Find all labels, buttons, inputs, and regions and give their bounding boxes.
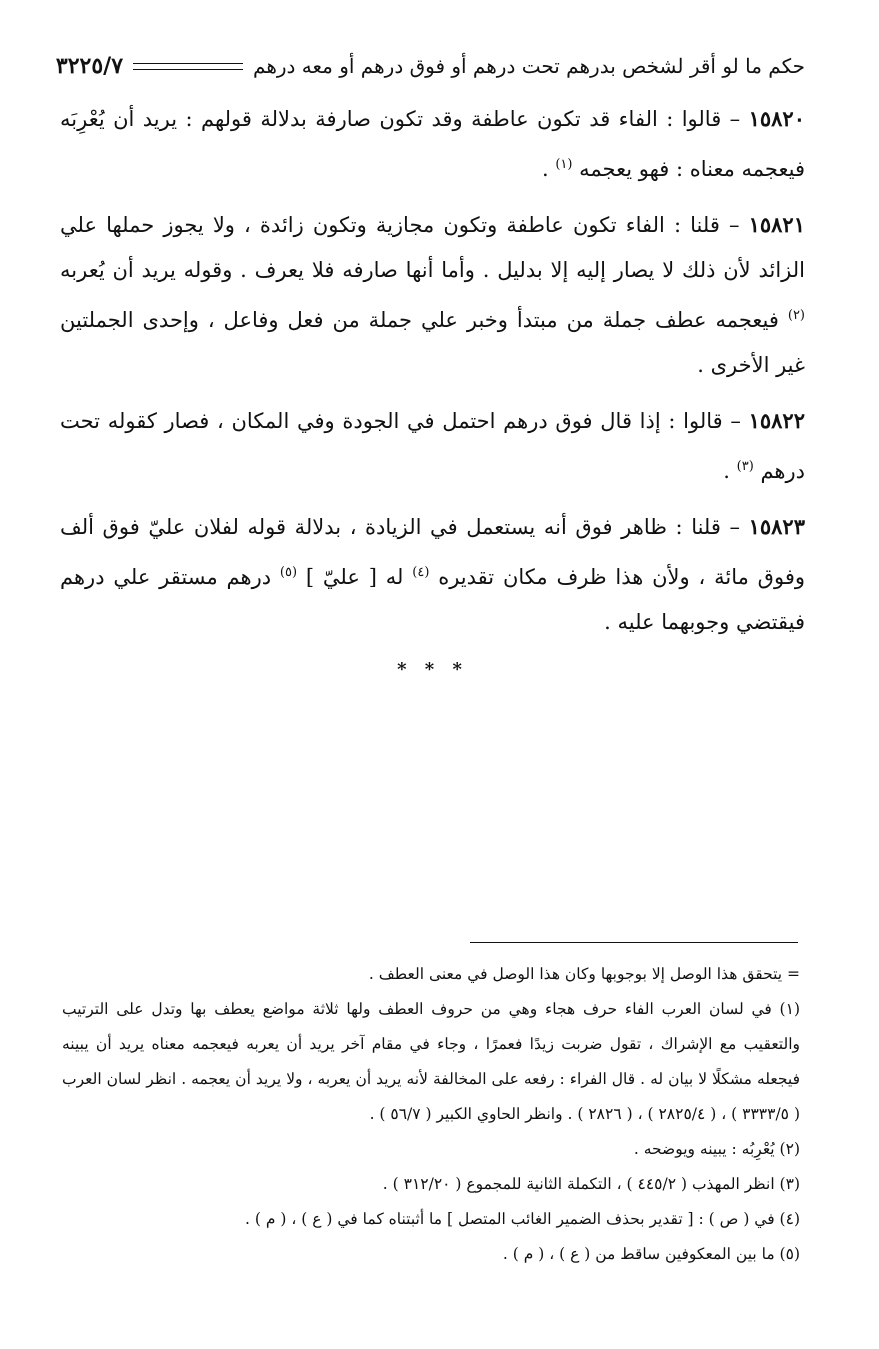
paragraph-number: ١٥٨٢١ bbox=[748, 212, 805, 237]
paragraph-tail: . bbox=[723, 459, 737, 483]
footnote-ref[interactable]: (٤) bbox=[412, 565, 430, 580]
footnote-5: (٥) ما بين المعكوفين ساقط من ( ع ) ، ( م ) . bbox=[502, 1245, 800, 1263]
footnote-2: (٢) يُعْرِبُه : يبينه ويوضحه . bbox=[633, 1140, 800, 1158]
page-number: ٣٢٢٥/٧ bbox=[55, 53, 124, 79]
paragraph-15820 bbox=[60, 96, 805, 192]
footnote-ref[interactable]: (٢) bbox=[787, 308, 805, 323]
footnotes bbox=[62, 957, 800, 1272]
footnote-ref[interactable]: (١) bbox=[555, 157, 573, 172]
section-separator: * * * bbox=[397, 659, 468, 680]
paragraph-15821 bbox=[60, 202, 805, 388]
running-header bbox=[55, 46, 805, 86]
footnote-1: (١) في لسان العرب الفاء حرف هجاء وهي من حروف العطف ولها ثلاثة مواضع يعطف بها وتدل على الترتيب والتعقيب مع الإشراك ، تقول ضربت زيدًا فعمرًا ، وجاء في مقام آخر يريد أن يعربه فيعجمه معناه يريد أن يبينه فيجعله مشكلًا لا بيان له . قال الفراء : رفعه على المخالفة لأنه يريد أن يعربه ، ولا يريد أن يعجمه . انظر لسان العرب ( ٣٣٣٣/٥ ) ، ( ٢٨٢٥/٤ ) ، ( ٢٨٢٦ ) . وانظر الحاوي الكبير ( ٥٦/٧ ) . bbox=[62, 1000, 800, 1123]
footnote-ref[interactable]: (٣) bbox=[736, 459, 754, 474]
paragraph-text: – قالوا : الفاء قد تكون عاطفة وقد تكون صارفة بدلالة قولهم : يريد أن يُعْرِبَه فيعجمه معناه : فهو يعجمه bbox=[60, 107, 805, 181]
header-title: حكم ما لو أقر لشخص بدرهم تحت درهم أو فوق درهم أو معه درهم bbox=[253, 54, 805, 78]
paragraph-text: – قلنا : ظاهر فوق أنه يستعمل في الزيادة ، بدلالة قوله لفلان عليّ فوق ألف وفوق مائة ، ولأن هذا ظرف مكان تقديره bbox=[60, 515, 806, 589]
paragraph-text: – قلنا : الفاء تكون عاطفة وتكون مجازية وتكون زائدة ، ولا يجوز حملها علي الزائد لأن ذلك لا يصار إليه إلا بدليل . وأما أنها صارفه فلا يعرف . وقوله يريد أن يُعربه bbox=[60, 213, 805, 282]
footnote-4: (٤) في ( ص ) : [ تقدير بحذف الضمير الغائب المتصل ] ما أثبتناه كما في ( ع ) ، ( م ) . bbox=[245, 1210, 800, 1228]
paragraph-tail: درهم مستقر علي درهم فيقتضي وجوبهما عليه . bbox=[60, 565, 805, 634]
footnote-continuation: = يتحقق هذا الوصل إلا بوجوبها وكان هذا الوصل في معنى العطف . bbox=[368, 965, 800, 983]
paragraph-number: ١٥٨٢٢ bbox=[748, 408, 805, 433]
paragraph-tail: فيعجمه عطف جملة من مبتدأ وخبر علي جملة من فعل وفاعل ، وإحدى الجملتين غير الأخرى . bbox=[60, 308, 805, 377]
header-left bbox=[56, 53, 253, 79]
header-rule bbox=[133, 63, 243, 70]
paragraph-tail: له [ عليّ ] bbox=[297, 565, 413, 589]
page-body bbox=[55, 46, 806, 680]
paragraph-15823 bbox=[60, 504, 805, 645]
footnote-ref[interactable]: (٥) bbox=[279, 565, 298, 580]
paragraph-tail: . bbox=[541, 157, 556, 181]
paragraph-number: ١٥٨٢٣ bbox=[748, 514, 805, 539]
footnote-divider bbox=[470, 942, 798, 943]
paragraph-number: ١٥٨٢٠ bbox=[748, 106, 805, 131]
footnote-3: (٣) انظر المهذب ( ٤٤٥/٢ ) ، التكملة الثانية للمجموع ( ٣١٢/٢٠ ) . bbox=[382, 1175, 800, 1193]
paragraph-15822 bbox=[60, 398, 805, 494]
paragraph-text: – قالوا : إذا قال فوق درهم احتمل في الجودة وفي المكان ، فصار كقوله تحت درهم bbox=[60, 409, 805, 483]
